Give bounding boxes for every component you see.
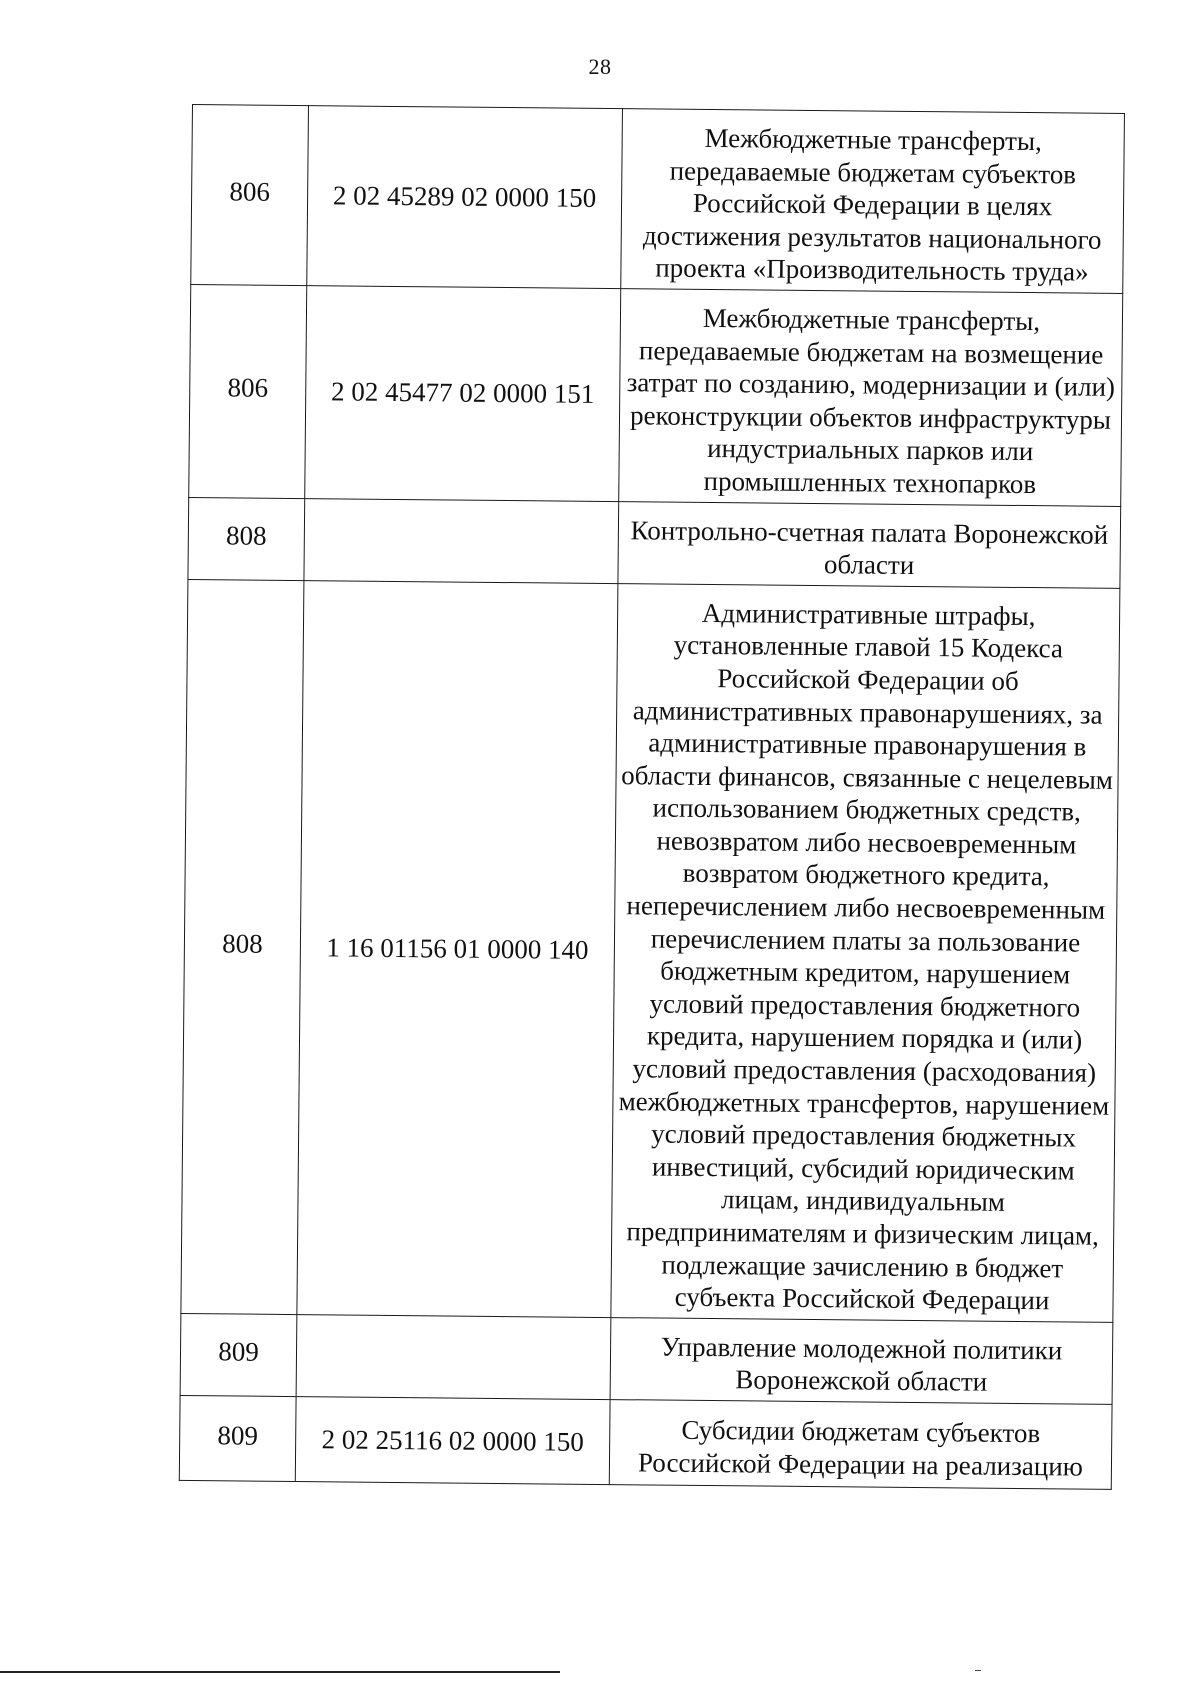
admin-code-cell: 808: [188, 497, 305, 580]
budget-code-cell: 1 16 01156 01 0000 140: [297, 580, 618, 1317]
revenue-codes-table: [179, 104, 1125, 1490]
table-row: [191, 105, 1125, 294]
budget-code-cell: [296, 1314, 611, 1399]
income-name-text: Межбюджетные трансферты, передаваемые бюджетам субъектов Российской Федерации в целях достижения результатов национального проекта «Производительность труда»: [642, 122, 1102, 287]
income-name-text: Межбюджетные трансферты, передаваемые бюджетам на возмещение затрат по созданию, модернизации и (или) реконструкции объектов инфраструктуры индустриальных парков или промышленных технопарков: [626, 302, 1116, 500]
income-name-cell: [618, 501, 1121, 588]
page-number: 28: [588, 54, 612, 79]
table-row: [189, 284, 1123, 505]
budget-code-cell: 2 02 45477 02 0000 151: [305, 286, 621, 502]
scan-edge-line: [0, 1671, 560, 1673]
budget-code-cell: [304, 498, 619, 583]
income-name-cell: [611, 583, 1120, 1322]
table-row: [180, 1313, 1113, 1404]
income-name-cell: [609, 1400, 1112, 1490]
table-row: [179, 1395, 1112, 1489]
income-name-text: Управление молодежной политики Воронежской области: [660, 1331, 1063, 1398]
income-name-cell: [619, 289, 1123, 506]
income-name-text: Административные штрафы, установленные главой 15 Кодекса Российской Федерации об административных правонарушениях, за административные правонарушения в области финансов, связанные с нецелевым использованием бюджетных средств, невозвратом либо несвоевременным возвратом бюджетного кредита, неперечислением либо несвоевременным перечислением платы за пользование бюджетным кредитом, нарушением условий предоставления бюджетного кредита, нарушением порядка и (или) условий предоставления (расходования) межбюджетных трансфертов, нарушением условий предоставления бюджетных инвестиций, субсидий юридическим лицам, индивидуальным предпринимателям и физическим лицам, подлежащие зачислению в бюджет субъекта Российской Федерации: [618, 597, 1114, 1316]
income-name-text: Субсидии бюджетам субъектов Российской Федерации на реализацию: [637, 1415, 1084, 1482]
scan-edge-mark: [975, 1670, 981, 1671]
table-row: [188, 497, 1121, 588]
admin-code-cell: 806: [191, 105, 309, 286]
income-name-cell: [610, 1317, 1113, 1404]
income-name-text: Контрольно-счетная палата Воронежской области: [630, 514, 1109, 581]
admin-code-cell: 809: [180, 1313, 297, 1396]
admin-code-cell: 806: [189, 284, 307, 498]
admin-code-cell: 809: [179, 1395, 296, 1481]
admin-code-cell: 808: [181, 579, 304, 1314]
budget-code-cell: 2 02 45289 02 0000 150: [307, 106, 623, 289]
table-row: [181, 579, 1120, 1322]
budget-code-cell: 2 02 25116 02 0000 150: [295, 1397, 610, 1485]
income-name-cell: [621, 109, 1125, 294]
